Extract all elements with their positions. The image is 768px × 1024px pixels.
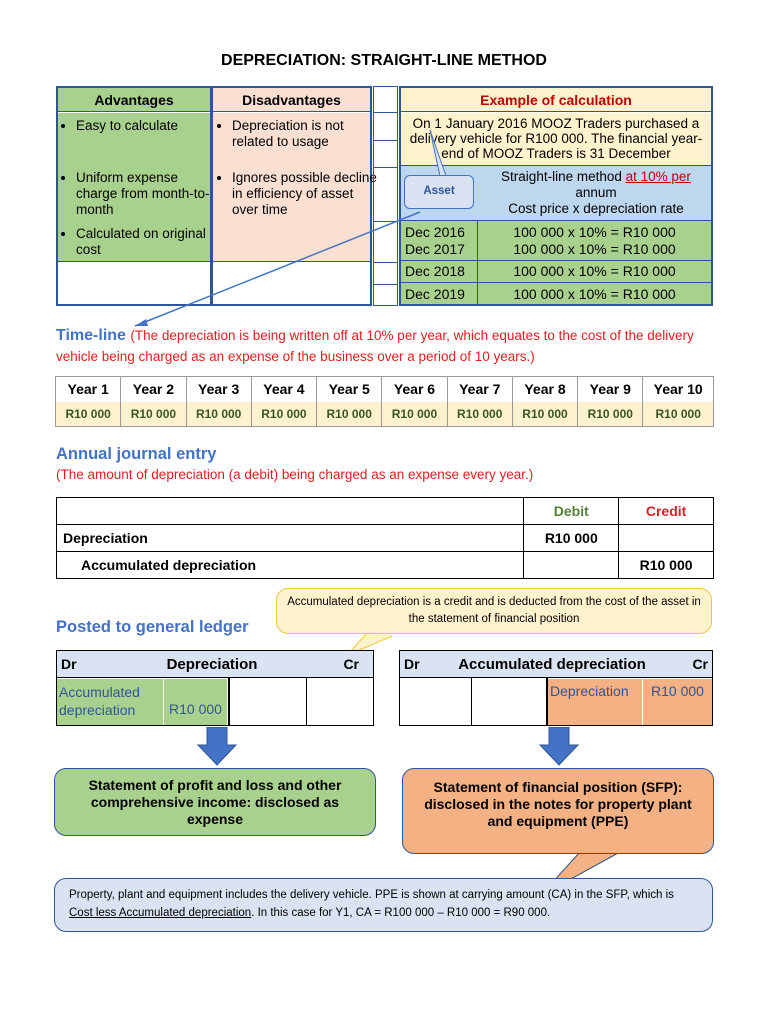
ledger-callout-text: Accumulated depreciation is a credit and is deducted from the cost of the asset in the statement of financial position bbox=[287, 596, 701, 625]
debit-header: Debit bbox=[524, 498, 619, 525]
cr-label: Cr bbox=[692, 656, 708, 672]
timeline-amount: R10 000 bbox=[643, 402, 714, 427]
profit-loss-statement-text: Statement of profit and loss and other comprehensive income: disclosed as expense bbox=[88, 777, 342, 827]
method-line3: Cost price x depreciation rate bbox=[508, 201, 684, 216]
timeline-amount: R10 000 bbox=[186, 402, 251, 427]
calc-date: Dec 2017 bbox=[405, 241, 465, 257]
timeline-heading: Time-line bbox=[56, 327, 126, 344]
timeline-year: Year 1 bbox=[56, 377, 121, 402]
calc-value: 100 000 x 10% = R10 000 bbox=[513, 286, 676, 302]
credit-header: Credit bbox=[619, 498, 714, 525]
timeline-amount: R10 000 bbox=[447, 402, 512, 427]
disadvantage-item-label: • Ignores possible decline in efficiency of asset over time bbox=[232, 170, 380, 218]
ppe-note-box bbox=[54, 878, 713, 932]
calc-date: Dec 2016 bbox=[405, 224, 465, 240]
timeline-year: Year 7 bbox=[447, 377, 512, 402]
financial-position-statement-box bbox=[402, 768, 714, 854]
calc-date: Dec 2019 bbox=[405, 286, 465, 302]
disadvantage-item-label: • Depreciation is not related to usage bbox=[232, 118, 380, 150]
t-entry-account-text: Accumulated depreciation bbox=[59, 684, 140, 718]
timeline-amount: R10 000 bbox=[317, 402, 382, 427]
journal-credit: R10 000 bbox=[619, 552, 714, 579]
calc-value: 100 000 x 10% = R10 000 bbox=[513, 241, 676, 257]
timeline-year: Year 2 bbox=[121, 377, 186, 402]
cr-label: Cr bbox=[343, 656, 359, 672]
t-account-title: Accumulated depreciation bbox=[458, 656, 646, 673]
timeline-amount: R10 000 bbox=[578, 402, 643, 427]
disadvantages-header: Disadvantages bbox=[213, 88, 370, 112]
t-account-title: Depreciation bbox=[166, 656, 258, 673]
advantage-item-label: • Calculated on original cost bbox=[76, 226, 221, 258]
example-header: Example of calculation bbox=[401, 88, 711, 112]
t-entry-amount-text: R10 000 bbox=[651, 683, 704, 699]
timeline-amount: R10 000 bbox=[382, 402, 447, 427]
timeline-amount: R10 000 bbox=[121, 402, 186, 427]
advantages-header: Advantages bbox=[58, 88, 210, 112]
ppe-note-text: Property, plant and equipment includes the delivery vehicle. PPE is shown at carrying amount (CA) in the SFP, which is bbox=[69, 889, 674, 901]
timeline-amount: R10 000 bbox=[56, 402, 121, 427]
method-line2: annum bbox=[575, 185, 617, 200]
asset-label: Asset bbox=[423, 185, 455, 197]
journal-account: Depreciation bbox=[57, 525, 524, 552]
advantage-item-label: • Easy to calculate bbox=[76, 118, 221, 134]
journal-account: Accumulated depreciation bbox=[57, 552, 524, 579]
ppe-note-text-end: . In this case for Y1, CA = R100 000 – R10 000 = R90 000. bbox=[251, 907, 551, 919]
t-entry-amount-text: R10 000 bbox=[169, 701, 222, 717]
timeline-year: Year 6 bbox=[382, 377, 447, 402]
timeline-amount: R10 000 bbox=[251, 402, 316, 427]
ledger-heading: Posted to general ledger bbox=[56, 618, 249, 636]
method-rate: at 10% per bbox=[625, 169, 691, 184]
timeline-amount: R10 000 bbox=[512, 402, 577, 427]
timeline-year: Year 9 bbox=[578, 377, 643, 402]
dr-label: Dr bbox=[404, 656, 420, 672]
timeline-note: (The depreciation is being written off at 10% per year, which equates to the cost of the delivery vehicle being charged as an expense of the business over a period of 10 years.) bbox=[56, 328, 694, 364]
calc-date: Dec 2018 bbox=[405, 263, 465, 279]
dr-label: Dr bbox=[61, 656, 77, 672]
journal-debit: R10 000 bbox=[524, 525, 619, 552]
journal-note: (The amount of depreciation (a debit) being charged as an expense every year.) bbox=[56, 467, 534, 482]
example-scenario: On 1 January 2016 MOOZ Traders purchased a delivery vehicle for R100 000. The financial year-end of MOOZ Traders is 31 December bbox=[401, 113, 711, 165]
calc-value: 100 000 x 10% = R10 000 bbox=[513, 263, 676, 279]
advantage-item-label: • Uniform expense charge from month-to-month bbox=[76, 170, 221, 218]
financial-position-statement-text: Statement of financial position (SFP): disclosed in the notes for property plant and equipment (PPE) bbox=[424, 779, 692, 829]
ppe-note-underlined: Cost less Accumulated depreciation bbox=[69, 907, 252, 919]
method-line1: Straight-line method bbox=[501, 169, 622, 184]
timeline-year: Year 3 bbox=[186, 377, 251, 402]
page-title: DEPRECIATION: STRAIGHT-LINE METHOD bbox=[221, 52, 547, 69]
t-entry-account-text: Depreciation bbox=[550, 683, 629, 699]
timeline-year: Year 5 bbox=[317, 377, 382, 402]
journal-heading: Annual journal entry bbox=[56, 445, 217, 463]
timeline-year: Year 4 bbox=[251, 377, 316, 402]
calc-value: 100 000 x 10% = R10 000 bbox=[513, 224, 676, 240]
timeline-year: Year 8 bbox=[512, 377, 577, 402]
timeline-year: Year 10 bbox=[643, 377, 714, 402]
